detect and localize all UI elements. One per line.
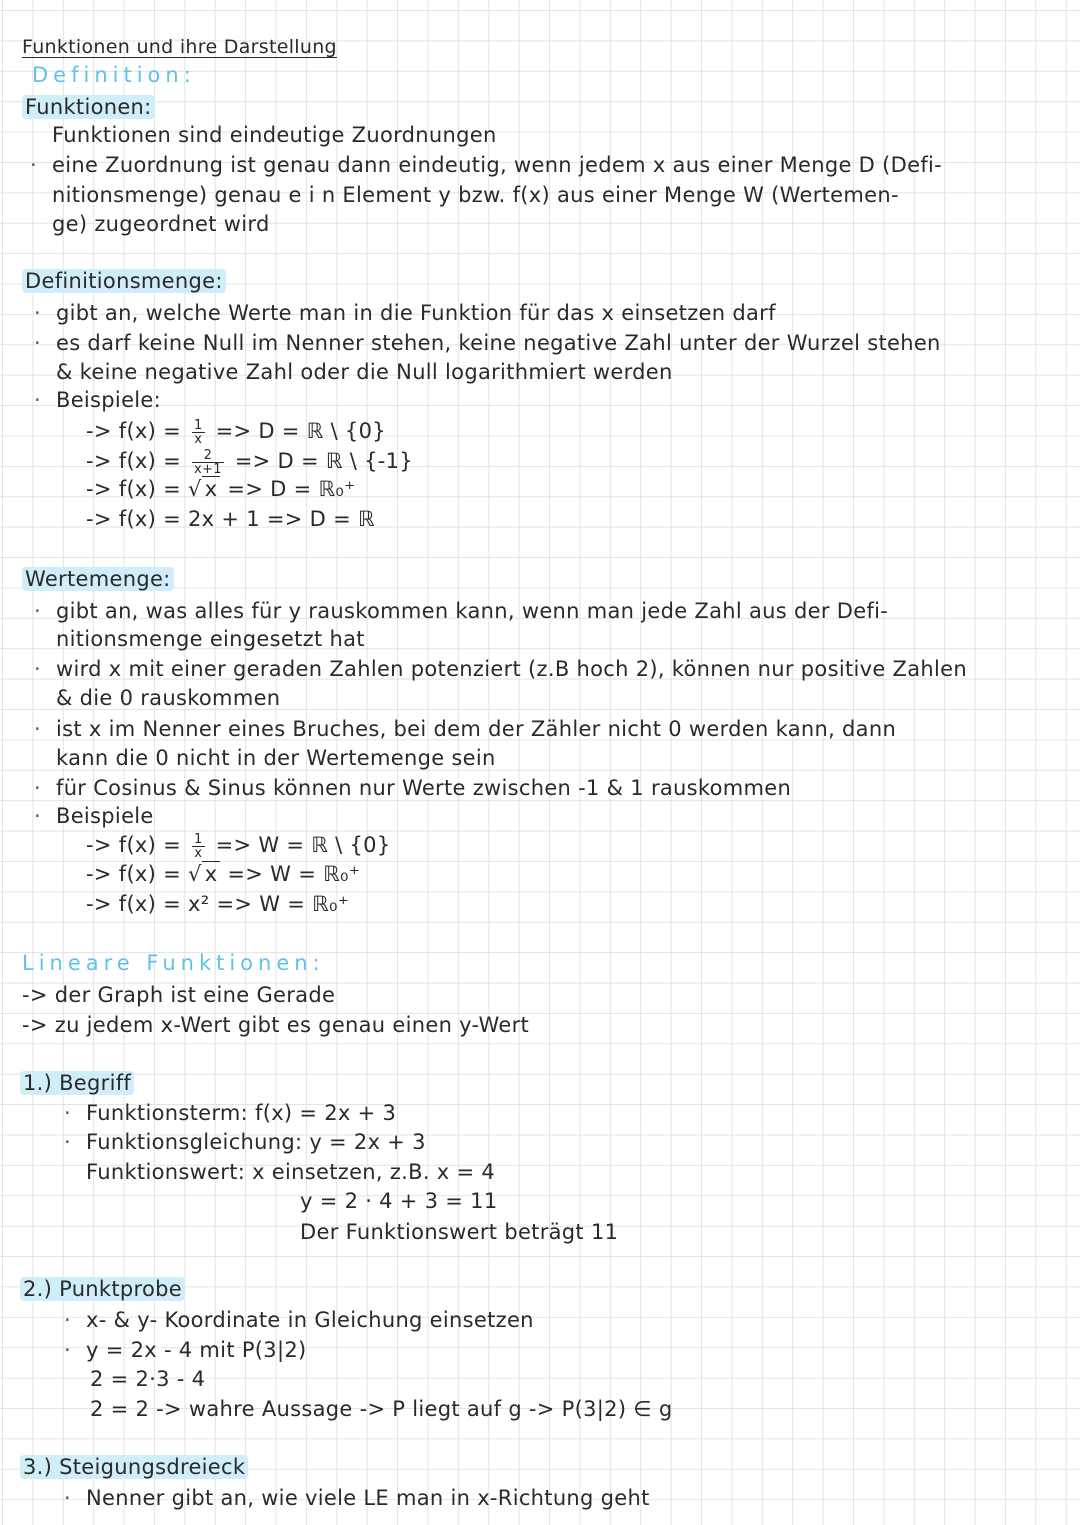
list-item-continued: nitionsmenge eingesetzt hat [56, 627, 365, 651]
fraction [192, 833, 205, 860]
example-row [86, 418, 386, 446]
begriff-heading [20, 1070, 134, 1096]
linear-line: -> zu jedem x-Wert gibt es genau einen y-Wert [22, 1013, 530, 1037]
fraction-numerator: 1 [194, 417, 203, 433]
steigungsdreieck-label: 3.) Steigungsdreieck [20, 1455, 248, 1479]
fraction-denominator: x+1 [194, 461, 222, 477]
example-row [86, 861, 360, 887]
wertemenge-heading [22, 566, 174, 592]
fraction [192, 419, 205, 446]
definition-subheading [22, 94, 155, 120]
example-row [86, 891, 349, 917]
example-lhs: -> f(x) = [86, 833, 182, 857]
calculation-line: y = 2 · 4 + 3 = 11 [300, 1189, 498, 1213]
list-item-continued: & keine negative Zahl oder die Null logarithmiert werden [56, 360, 673, 384]
example-lhs: -> f(x) = [86, 419, 182, 443]
example-result: => D = ℝ \ {-1} [234, 449, 413, 473]
definition-line: nitionsmenge) genau e i n Element y bzw. f(x) aus einer Menge W (Wertemen- [52, 183, 899, 207]
definition-line: ge) zugeordnet wird [52, 212, 270, 236]
list-item-continued: kann die 0 nicht in der Wertemenge sein [56, 746, 496, 770]
list-item: · x- & y- Koordinate in Gleichung einsetzen [86, 1307, 534, 1333]
example-result: => D = ℝ [266, 507, 375, 531]
example-result: => W = ℝ₀⁺ [216, 892, 350, 916]
punktprobe-label: 2.) Punktprobe [20, 1277, 185, 1301]
example-lhs: -> f(x) = 2x + 1 [86, 507, 260, 531]
list-item: · gibt an, welche Werte man in die Funktion für das x einsetzen darf [56, 300, 776, 326]
fraction-denominator: x [194, 845, 203, 861]
example-row [86, 832, 391, 860]
example-lhs: -> f(x) = √ [86, 862, 202, 886]
square-root-radicand: x [202, 861, 221, 886]
lineare-funktionen-heading: Lineare Funktionen: [22, 951, 325, 975]
list-item: · Nenner gibt an, wie viele LE man in x-Richtung geht [86, 1485, 650, 1511]
fraction-denominator: x [194, 431, 203, 447]
definitionsmenge-heading [22, 268, 226, 294]
list-item: · Funktionsgleichung: y = 2x + 3 [86, 1129, 426, 1155]
punktprobe-heading [20, 1276, 185, 1302]
example-result: => W = ℝ₀⁺ [227, 862, 361, 886]
wertemenge-label: Wertemenge: [22, 567, 174, 591]
list-item: · Funktionsterm: f(x) = 2x + 3 [86, 1100, 396, 1126]
begriff-label: 1.) Begriff [20, 1071, 134, 1095]
fraction [192, 449, 224, 476]
linear-line: -> der Graph ist eine Gerade [22, 983, 336, 1007]
example-lhs: -> f(x) = x² [86, 892, 210, 916]
square-root-radicand: x [202, 476, 221, 501]
example-row [86, 506, 375, 532]
definition-heading: Definition: [32, 63, 196, 87]
steigungsdreieck-heading [20, 1454, 248, 1480]
list-item: · es darf keine Null im Nenner stehen, keine negative Zahl unter der Wurzel stehen [56, 330, 941, 356]
example-lhs: -> f(x) = [86, 449, 182, 473]
definitionsmenge-label: Definitionsmenge: [22, 269, 226, 293]
example-result: => W = ℝ \ {0} [215, 833, 391, 857]
definition-line: · eine Zuordnung ist genau dann eindeutig, wenn jedem x aus einer Menge D (Defi- [52, 152, 942, 178]
calculation-line: Der Funktionswert beträgt 11 [300, 1220, 619, 1244]
list-item: · Beispiele [56, 803, 154, 829]
calculation-line: 2 = 2·3 - 4 [90, 1367, 206, 1391]
list-item: · für Cosinus & Sinus können nur Werte zwischen -1 & 1 rauskommen [56, 775, 791, 801]
example-result: => D = ℝ \ {0} [215, 419, 386, 443]
fraction-numerator: 2 [192, 449, 224, 463]
list-item: · Beispiele: [56, 387, 161, 413]
list-item: · y = 2x - 4 mit P(3|2) [86, 1337, 306, 1363]
example-row [86, 448, 413, 476]
definition-line: Funktionen sind eindeutige Zuordnungen [52, 123, 497, 147]
example-row [86, 476, 356, 502]
list-item-continued: & die 0 rauskommen [56, 686, 281, 710]
list-item: · gibt an, was alles für y rauskommen kann, wenn man jede Zahl aus der Defi- [56, 598, 888, 624]
definition-sub-label: Funktionen: [22, 95, 155, 119]
example-result: => D = ℝ₀⁺ [227, 477, 356, 501]
list-item: · ist x im Nenner eines Bruches, bei dem der Zähler nicht 0 werden kann, dann [56, 716, 896, 742]
example-lhs: -> f(x) = √ [86, 477, 202, 501]
page-title: Funktionen und ihre Darstellung [22, 36, 337, 58]
fraction-numerator: 1 [194, 831, 203, 847]
list-item: · wird x mit einer geraden Zahlen potenziert (z.B hoch 2), können nur positive Zahlen [56, 656, 967, 682]
list-item: Funktionswert: x einsetzen, z.B. x = 4 [86, 1160, 496, 1184]
calculation-line: 2 = 2 -> wahre Aussage -> P liegt auf g -> P(3|2) ∈ g [90, 1397, 673, 1421]
